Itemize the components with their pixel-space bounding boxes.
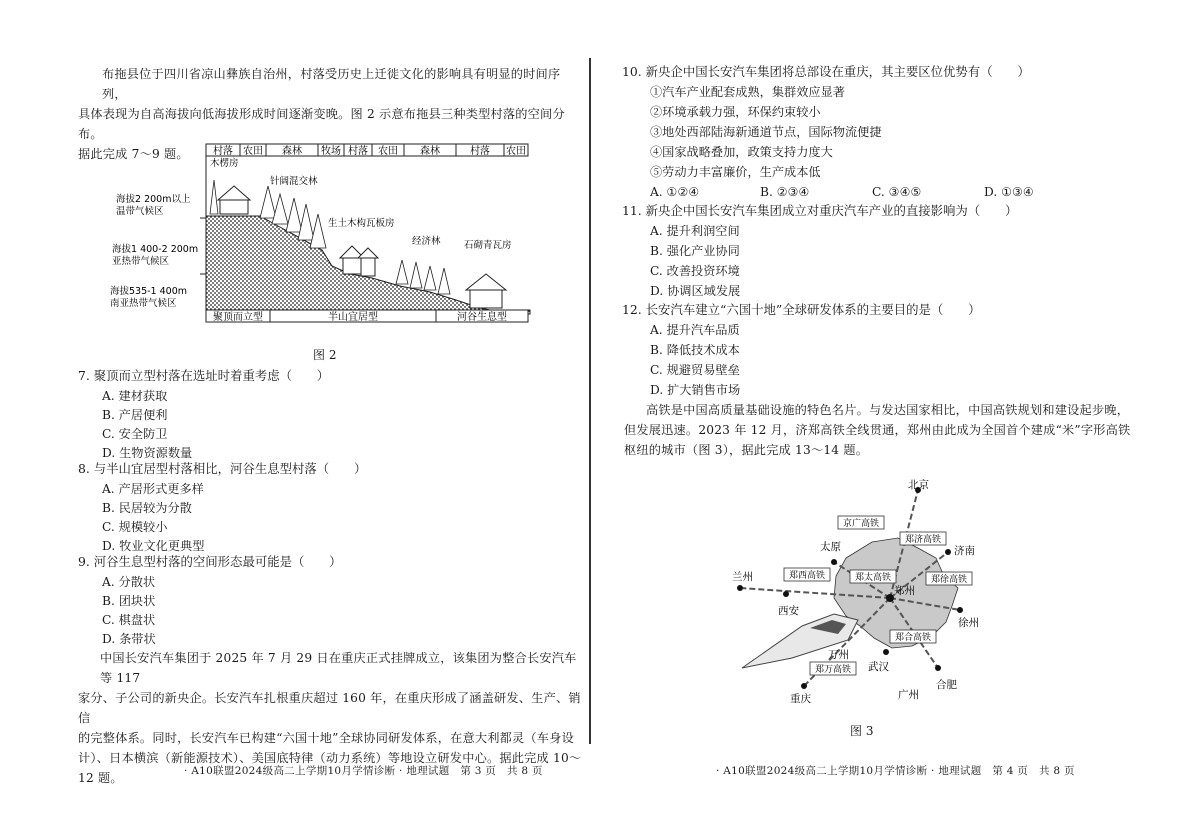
question-10-item: ①汽车产业配套成熟，集群效应显著 [650, 85, 845, 99]
question-9-option[interactable]: D. 条带状 [102, 632, 156, 646]
label-wooden-house: 木楞房 [210, 158, 239, 169]
header-cell: 牧场 [321, 146, 341, 157]
page-3-footer: · A10联盟2024级高二上学期10月学情诊断 · 地理试题 第 3 页 共 8 页 [184, 765, 543, 777]
intro-10-12-line: 家分、子公司的新央企。长安汽车扎根重庆超过 160 年，在重庆形成了涵盖研发、生产、销信 [78, 691, 581, 725]
label-earth-house: 生土木构瓦板房 [328, 218, 395, 229]
city-jinan: 济南 [954, 545, 975, 557]
question-7-option[interactable]: A. 建材获取 [102, 389, 168, 403]
question-8-option[interactable]: A. 产居形式更多样 [102, 482, 204, 496]
question-11-stem: 11. 新央企中国长安汽车集团成立对重庆汽车产业的直接影响为（ ） [622, 203, 1018, 218]
question-10-option[interactable]: C. ③④⑤ [872, 185, 922, 199]
question-11-option[interactable]: C. 改善投资环境 [650, 264, 740, 278]
question-8-stem: 8. 与半山宜居型村落相比，河谷生息型村落（ ） [78, 461, 367, 476]
city-taiyuan: 太原 [820, 541, 841, 553]
line-zhengtai: 郑太高铁 [854, 573, 892, 583]
intro-10-12-line: 的完整体系。同时，长安汽车已构建“六国十地”全球协同研发体系，在意大利都灵（车身设 [78, 731, 574, 745]
line-zhengxi: 郑西高铁 [788, 571, 826, 581]
line-jingguang: 京广高铁 [842, 519, 880, 529]
header-cell: 村落 [348, 146, 368, 157]
intro-7-9-line: 据此完成 7～9 题。 [78, 147, 189, 161]
zone-label: 南亚热带气候区 [110, 298, 177, 309]
intro-7-9-line: 布拖县位于四川省凉山彝族自治州，村落受历史上迁徙文化的影响具有明显的时间序列， [102, 67, 561, 101]
header-cell: 森林 [420, 146, 440, 157]
line-zhengji: 郑济高铁 [904, 535, 942, 545]
question-9-stem: 9. 河谷生息型村落的空间形态最可能是（ ） [78, 554, 342, 569]
question-10-stem: 10. 新央企中国长安汽车集团将总部设在重庆，其主要区位优势有（ ） [622, 64, 1030, 79]
intro-10-12-line: 计）、日本横滨（新能源技术）、美国底特律（动力系统）等地设立研发中心。据此完成 10～ [78, 751, 582, 765]
question-12-option[interactable]: D. 扩大销售市场 [650, 383, 741, 397]
question-7-option[interactable]: D. 生物资源数量 [102, 446, 193, 460]
question-12-stem: 12. 长安汽车建立“六国十地”全球研发体系的主要目的是（ ） [622, 302, 981, 317]
city-xuzhou: 徐州 [958, 617, 979, 629]
line-zhenghe: 郑合高铁 [894, 633, 932, 643]
question-11-option[interactable]: A. 提升利润空间 [650, 224, 740, 238]
figure-3-rail-map [722, 476, 1082, 712]
line-zhengwan: 郑万高铁 [814, 665, 852, 675]
label-mixed-forest: 针阔混交林 [270, 176, 318, 187]
question-12-option[interactable]: A. 提升汽车品质 [650, 323, 740, 337]
question-9-option[interactable]: A. 分散状 [102, 575, 156, 589]
zone-label: 亚热带气候区 [112, 256, 170, 267]
intro-10-12-line: 中国长安汽车集团于 2025 年 7 月 29 日在重庆正式挂牌成立，该集团为整合长安汽车等 117 [100, 651, 577, 685]
header-cell: 农田 [506, 146, 526, 157]
question-10-item: ⑤劳动力丰富廉价，生产成本低 [650, 165, 821, 179]
page-4-footer: · A10联盟2024级高二上学期10月学情诊断 · 地理试题 第 4 页 共 8 页 [716, 765, 1075, 777]
city-xian: 西安 [778, 605, 799, 617]
question-11-option[interactable]: D. 协调区域发展 [650, 284, 741, 298]
city-chongqing: 重庆 [790, 693, 811, 705]
stone-tile-house-icon [466, 274, 506, 308]
question-12-option[interactable]: C. 规避贸易壁垒 [650, 363, 740, 377]
question-8-option[interactable]: C. 规模较小 [102, 520, 168, 534]
zone-label: 海拔2 200m以上 [116, 194, 191, 205]
question-9-option[interactable]: B. 团块状 [102, 594, 156, 608]
zone-label: 海拔535-1 400m [110, 286, 188, 297]
question-10-item: ④国家战略叠加，政策支持力度大 [650, 145, 833, 159]
header-cell: 农田 [243, 146, 263, 157]
question-7-option[interactable]: B. 产居便利 [102, 408, 168, 422]
line-zhengxu: 郑徐高铁 [930, 575, 968, 585]
question-10-option[interactable]: B. ②③④ [760, 185, 810, 199]
city-beijing: 北京 [908, 479, 929, 491]
column-divider [589, 58, 591, 744]
intro-10-12-line: 12 题。 [78, 771, 123, 785]
intro-13-14-line: 高铁是中国高质量基础设施的特色名片。与发达国家相比，中国高铁规划和建设起步晚， [646, 403, 1130, 417]
city-hefei: 合肥 [936, 679, 957, 691]
question-11-option[interactable]: B. 强化产业协同 [650, 244, 740, 258]
wooden-log-house-icon [218, 186, 250, 214]
earth-wood-house-icon [340, 246, 378, 276]
header-cell: 森林 [282, 146, 302, 157]
question-8-option[interactable]: B. 民居较为分散 [102, 501, 192, 515]
question-8-option[interactable]: D. 牧业文化更典型 [102, 539, 205, 553]
zone-label: 海拔1 400-2 200m [112, 244, 199, 255]
header-cell: 村落 [213, 146, 233, 157]
figure-2-village-profile [100, 138, 540, 338]
city-zhengzhou: 郑州 [894, 585, 915, 597]
question-10-option[interactable]: D. ①③④ [984, 185, 1034, 199]
question-9-option[interactable]: C. 棋盘状 [102, 613, 156, 627]
intro-13-14 [624, 400, 1144, 460]
city-wuhan: 武汉 [868, 661, 889, 673]
city-wanzhou: 万州 [828, 649, 849, 661]
question-10-item: ③地处西部陆海新通道节点，国际物流便捷 [650, 125, 882, 139]
label-economic-forest: 经济林 [412, 236, 441, 247]
intro-7-9-line: 具体表现为自高海拔向低海拔形成时间逐渐变晚。图 2 示意布拖县三种类型村落的空间分布。 [78, 107, 565, 141]
village-type: 聚顶而立型 [213, 312, 263, 323]
intro-13-14-line: 枢纽的城市（图 3），据此完成 13～14 题。 [624, 443, 869, 457]
figure-3-caption: 图 3 [850, 724, 874, 738]
question-12-option[interactable]: B. 降低技术成本 [650, 343, 740, 357]
label-stone-house: 石砌青瓦房 [464, 240, 512, 251]
question-10-item: ②环境承载力强，环保约束较小 [650, 105, 821, 119]
figure-2-caption: 图 2 [313, 348, 337, 362]
village-type: 河谷生息型 [457, 312, 507, 323]
intro-13-14-line: 但发展迅速。2023 年 12 月，济郑高铁全线贯通，郑州由此成为全国首个建成“米”字形高铁 [624, 423, 1131, 437]
question-10-option[interactable]: A. ①②④ [650, 185, 700, 199]
header-cell: 农田 [378, 146, 398, 157]
city-guangzhou: 广州 [898, 689, 919, 701]
zone-label: 温带气候区 [116, 206, 164, 217]
city-lanzhou: 兰州 [732, 571, 753, 583]
question-7-option[interactable]: C. 安全防卫 [102, 427, 168, 441]
village-type: 半山宜居型 [328, 312, 378, 323]
question-7-stem: 7. 聚顶而立型村落在选址时着重考虑（ ） [78, 368, 330, 383]
header-cell: 村落 [470, 146, 490, 157]
